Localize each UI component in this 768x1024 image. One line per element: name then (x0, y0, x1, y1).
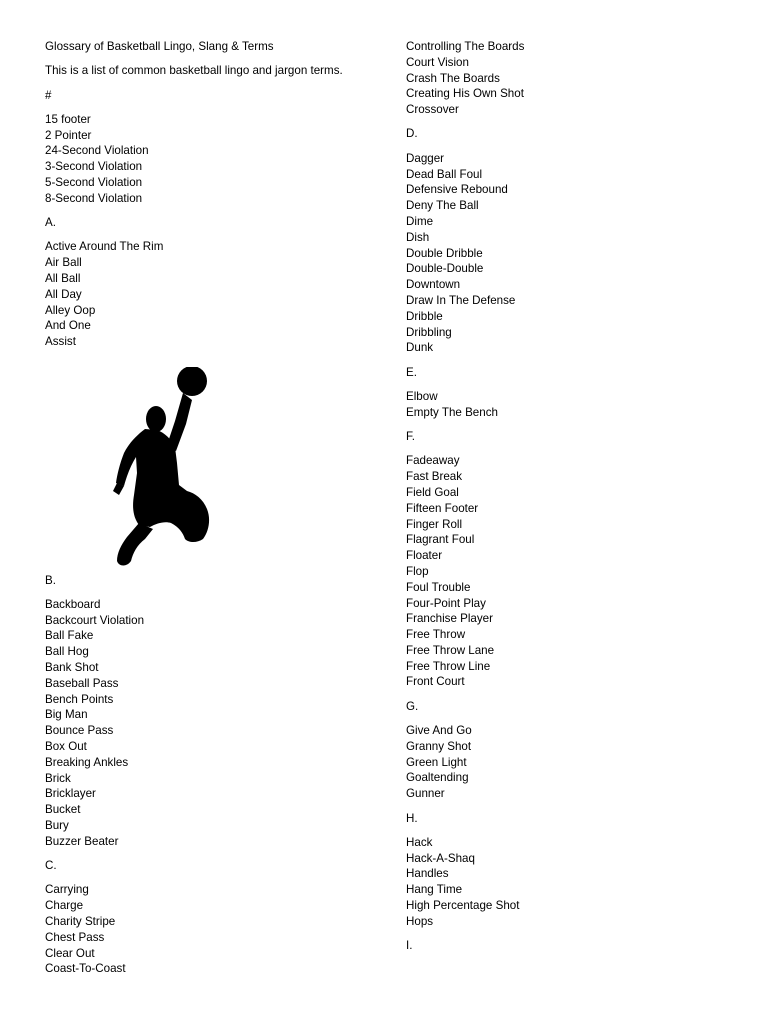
term-item: Dead Ball Foul (406, 167, 483, 181)
term-item: Flagrant Foul (406, 533, 475, 547)
term-item: Baseball Pass (45, 676, 119, 690)
term-item: Big Man (45, 708, 88, 722)
term-item: Coast-To-Coast (45, 962, 126, 976)
term-list (45, 597, 365, 850)
term-item: Breaking Ankles (45, 755, 129, 769)
term-item: Double Dribble (406, 246, 483, 260)
term-item: Hack (406, 835, 433, 849)
term-item: Gunner (406, 787, 445, 801)
section-heading: I. (406, 939, 413, 953)
section-heading: F. (406, 430, 416, 444)
term-item: Crossover (406, 103, 459, 117)
term-item: Fadeaway (406, 454, 460, 468)
term-item: Bricklayer (45, 787, 96, 801)
term-item: Ball Hog (45, 645, 89, 659)
document-title: Glossary of Basketball Lingo, Slang & Terms (45, 40, 274, 53)
term-item: All Day (45, 287, 82, 301)
term-item: Hang Time (406, 883, 463, 897)
term-item: Crash The Boards (406, 71, 500, 85)
term-item: Green Light (406, 755, 467, 769)
term-item: Handles (406, 867, 449, 881)
basketball-dunk-silhouette-icon (93, 367, 223, 567)
term-item: Floater (406, 549, 443, 563)
term-item: Buzzer Beater (45, 834, 119, 848)
term-item: Bounce Pass (45, 724, 114, 738)
term-item: Assist (45, 335, 76, 349)
term-item: 24-Second Violation (45, 144, 149, 158)
term-item: Backboard (45, 597, 101, 611)
term-item: Bucket (45, 803, 81, 817)
term-item: Court Vision (406, 55, 469, 69)
term-item: Dribbling (406, 325, 452, 339)
left-column (45, 39, 365, 986)
term-item: Dagger (406, 151, 445, 165)
term-list (406, 723, 736, 802)
term-item: Goaltending (406, 771, 469, 785)
section-heading: E. (406, 365, 417, 379)
term-item: Double-Double (406, 262, 484, 276)
term-item: Fast Break (406, 470, 463, 484)
term-item: Bench Points (45, 692, 114, 706)
section-heading: # (45, 88, 52, 102)
term-item: And One (45, 319, 91, 333)
term-item: Four-Point Play (406, 596, 486, 610)
section-heading: B. (45, 573, 56, 587)
term-item: Carrying (45, 883, 89, 897)
term-item: Chest Pass (45, 930, 105, 944)
section-heading: D. (406, 127, 418, 141)
term-item: 5-Second Violation (45, 176, 143, 190)
term-item: Hack-A-Shaq (406, 851, 475, 865)
term-item: Dish (406, 230, 430, 244)
section-heading: H. (406, 811, 418, 825)
term-item: Free Throw (406, 628, 466, 642)
term-item: 3-Second Violation (45, 160, 143, 174)
term-item: Charge (45, 899, 84, 913)
term-item: Dime (406, 214, 434, 228)
section-heading: C. (45, 859, 57, 873)
term-item: Deny The Ball (406, 199, 479, 213)
section-heading: A. (45, 216, 56, 230)
term-list (406, 389, 736, 421)
term-item: Hops (406, 914, 434, 928)
term-item: Flop (406, 564, 429, 578)
term-item: Alley Oop (45, 303, 96, 317)
term-item: Bury (45, 819, 69, 832)
term-item: Bank Shot (45, 661, 99, 675)
term-item: Elbow (406, 389, 438, 403)
term-item: Foul Trouble (406, 580, 471, 594)
term-list (406, 453, 736, 690)
term-item: Field Goal (406, 485, 459, 499)
term-item: Active Around The Rim (45, 240, 164, 254)
term-item: Fifteen Footer (406, 501, 479, 515)
term-item: Creating His Own Shot (406, 87, 524, 101)
term-item: Backcourt Violation (45, 613, 145, 627)
term-list (45, 239, 365, 350)
term-item: Finger Roll (406, 517, 463, 531)
term-item: Brick (45, 771, 71, 785)
term-item: 2 Pointer (45, 128, 92, 142)
term-item: 8-Second Violation (45, 191, 143, 205)
section-heading: G. (406, 699, 419, 713)
term-item: Franchise Player (406, 612, 493, 626)
term-item: Clear Out (45, 946, 95, 960)
term-list (45, 112, 365, 207)
term-item: Draw In The Defense (406, 293, 516, 307)
term-item: Dribble (406, 309, 443, 323)
term-list (45, 882, 365, 977)
term-item: Box Out (45, 740, 87, 754)
term-item: Give And Go (406, 724, 472, 738)
term-item: 15 footer (45, 112, 91, 126)
term-item: All Ball (45, 272, 81, 286)
term-item: Granny Shot (406, 739, 472, 753)
term-item: Ball Fake (45, 629, 94, 643)
term-item: Free Throw Lane (406, 643, 495, 657)
intro-paragraph: This is a list of common basketball lingo and jargon terms. (45, 64, 343, 78)
right-column (406, 39, 736, 962)
term-item: Downtown (406, 278, 461, 292)
term-list (406, 835, 736, 930)
term-item: Free Throw Line (406, 659, 491, 673)
term-list-continued (406, 39, 736, 118)
term-item: Controlling The Boards (406, 40, 525, 53)
term-item: Air Ball (45, 256, 82, 270)
term-item: Defensive Rebound (406, 183, 508, 197)
term-item: Front Court (406, 675, 465, 689)
basketball-illustration (45, 359, 245, 567)
term-item: Dunk (406, 341, 434, 355)
term-list (406, 151, 736, 356)
term-item: High Percentage Shot (406, 899, 520, 913)
term-item: Empty The Bench (406, 405, 498, 419)
term-item: Charity Stripe (45, 914, 116, 928)
